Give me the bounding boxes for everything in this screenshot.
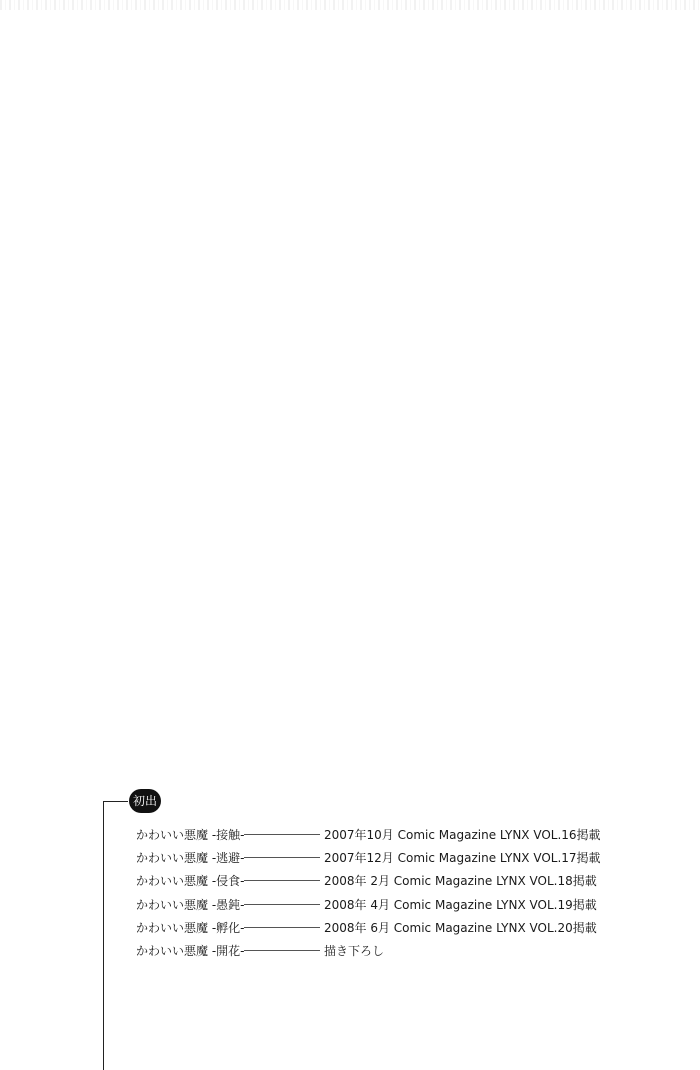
chapter-title: かわいい悪魔 -孵化- (136, 920, 245, 935)
credit-row (136, 916, 656, 939)
publication-credits-list (136, 823, 656, 962)
credit-row (136, 823, 656, 846)
leader-line (244, 950, 320, 951)
leader-line (244, 857, 320, 858)
chapter-title: かわいい悪魔 -逃避- (136, 851, 245, 866)
publication-info: 2008年 4月 Comic Magazine LYNX VOL.19掲載 (324, 897, 597, 912)
scan-edge-texture (0, 0, 700, 10)
publication-info: 2008年 2月 Comic Magazine LYNX VOL.18掲載 (324, 874, 597, 889)
publication-info: 2008年 6月 Comic Magazine LYNX VOL.20掲載 (324, 920, 597, 935)
chapter-title: かわいい悪魔 -開花- (136, 944, 245, 959)
credit-row (136, 846, 656, 869)
credit-row (136, 939, 656, 962)
bracket-line-vertical (103, 801, 104, 1070)
leader-line (244, 904, 320, 905)
publication-info: 2007年10月 Comic Magazine LYNX VOL.16掲載 (324, 828, 601, 843)
credit-row (136, 893, 656, 916)
leader-line (244, 880, 320, 881)
leader-line (244, 834, 320, 835)
publication-info: 描き下ろし (324, 944, 385, 959)
bracket-line-horizontal (103, 801, 128, 802)
chapter-title: かわいい悪魔 -接触- (136, 828, 245, 843)
publication-info: 2007年12月 Comic Magazine LYNX VOL.17掲載 (324, 851, 601, 866)
chapter-title: かわいい悪魔 -愚鈍- (136, 897, 245, 912)
chapter-title: かわいい悪魔 -侵食- (136, 874, 245, 889)
first-appearance-badge: 初出 (129, 789, 161, 813)
leader-line (244, 927, 320, 928)
credit-row (136, 869, 656, 892)
